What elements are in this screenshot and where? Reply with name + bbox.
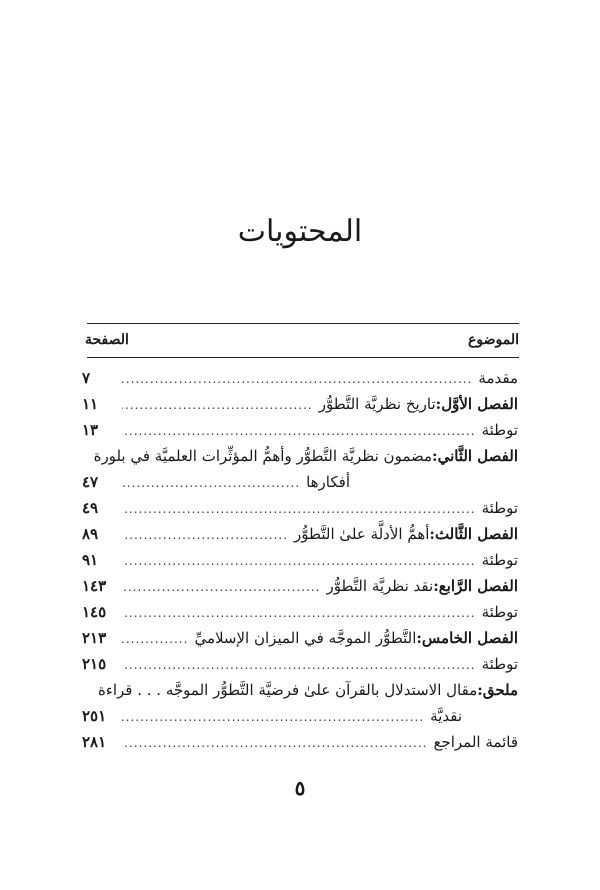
toc-entry-text: مقدمة: [478, 369, 518, 387]
toc-entry-text: التَّطوُّر الموجَّه في الميزان الإسلاميِّ: [194, 629, 417, 647]
toc-entry-preface-2[interactable]: [82, 492, 518, 518]
leader-dots: [122, 422, 476, 440]
toc-entry-text: نقديَّة: [430, 707, 462, 725]
toc-entry-chapter-3[interactable]: [82, 518, 518, 544]
toc-list: [82, 362, 518, 752]
toc-entry-text: مقال الاستدلال بالقرآن علىٰ فرضيَّة التَّطوُّر الموجَّه . . . قراءة: [97, 681, 478, 699]
leader-dots: [122, 500, 476, 518]
toc-entry-references[interactable]: [82, 726, 518, 752]
topic-column-header: الموضوع: [468, 332, 519, 348]
toc-entry-text: تاريخ نظريَّة التَّطوُّر: [318, 395, 436, 413]
toc-entry-text: قائمة المراجع: [433, 733, 518, 751]
leader-dots: [122, 526, 288, 544]
toc-entry-text: مضمون نظريَّة التَّطوُّر وأهمُّ المؤثِّرات العلميَّة في بلورة: [93, 447, 433, 465]
header-bottom-rule: [87, 357, 519, 358]
chapter-label: الفصل الثَّاني:: [432, 447, 518, 465]
chapter-label: الفصل الرَّابع:: [433, 577, 518, 595]
toc-entry-text: توطئة: [481, 655, 518, 673]
toc-entry-page: ٢١٣: [82, 629, 107, 647]
toc-entry-chapter-2-continued[interactable]: [82, 466, 518, 492]
toc-entry-preface-4[interactable]: [82, 596, 518, 622]
header-top-rule: [87, 323, 519, 324]
chapter-label: الفصل الخامس:: [416, 629, 518, 647]
leader-dots: [122, 474, 300, 492]
toc-entry-page: ٢٨١: [82, 733, 107, 751]
leader-dots: [122, 552, 476, 570]
chapter-label: ملحق:: [477, 681, 518, 699]
toc-entry-page: ٤٧: [82, 473, 99, 491]
toc-entry-text: نقد نظريَّة التَّطوُّر: [326, 577, 434, 595]
toc-entry-page: ١١: [82, 395, 99, 413]
leader-dots: [122, 734, 427, 752]
toc-entry-appendix[interactable]: [82, 674, 518, 700]
toc-entry-page: ١٤٣: [82, 577, 107, 595]
chapter-label: الفصل الأوَّل:: [435, 395, 518, 413]
toc-entry-page: ٨٩: [82, 525, 99, 543]
toc-entry-text: توطئة: [481, 499, 518, 517]
leader-dots: [122, 656, 476, 674]
page-column-header: الصفحة: [85, 332, 129, 348]
toc-entry-chapter-2[interactable]: [82, 440, 518, 466]
leader-dots: [122, 370, 472, 388]
leader-dots: [122, 578, 320, 596]
toc-entry-introduction[interactable]: [82, 362, 518, 388]
toc-entry-page: ١٤٥: [82, 603, 107, 621]
toc-entry-appendix-continued[interactable]: [82, 700, 518, 726]
toc-entry-page: ٩١: [82, 551, 99, 569]
page-number: ٥: [294, 776, 306, 800]
toc-entry-text: توطئة: [481, 603, 518, 621]
toc-entry-chapter-5[interactable]: [82, 622, 518, 648]
toc-entry-text: توطئة: [481, 551, 518, 569]
toc-entry-text: أهمُّ الأدلَّة علىٰ التَّطوُّر: [294, 525, 430, 543]
toc-entry-chapter-4[interactable]: [82, 570, 518, 596]
toc-entry-page: ١٣: [82, 421, 99, 439]
leader-dots: [122, 396, 313, 414]
page-title: المحتويات: [237, 214, 363, 249]
leader-dots: [122, 708, 424, 726]
leader-dots: [122, 630, 188, 648]
toc-entry-preface-5[interactable]: [82, 648, 518, 674]
toc-entry-preface-3[interactable]: [82, 544, 518, 570]
chapter-label: الفصل الثَّالث:: [429, 525, 518, 543]
toc-entry-chapter-1[interactable]: [82, 388, 518, 414]
toc-entry-text: أفكارها: [306, 473, 350, 491]
toc-entry-preface-1[interactable]: [82, 414, 518, 440]
toc-entry-page: ٢١٥: [82, 655, 107, 673]
leader-dots: [122, 604, 476, 622]
toc-entry-page: ٤٩: [82, 499, 99, 517]
toc-entry-page: ٢٥١: [82, 707, 107, 725]
toc-entry-page: ٧: [82, 369, 91, 387]
toc-entry-text: توطئة: [481, 421, 518, 439]
